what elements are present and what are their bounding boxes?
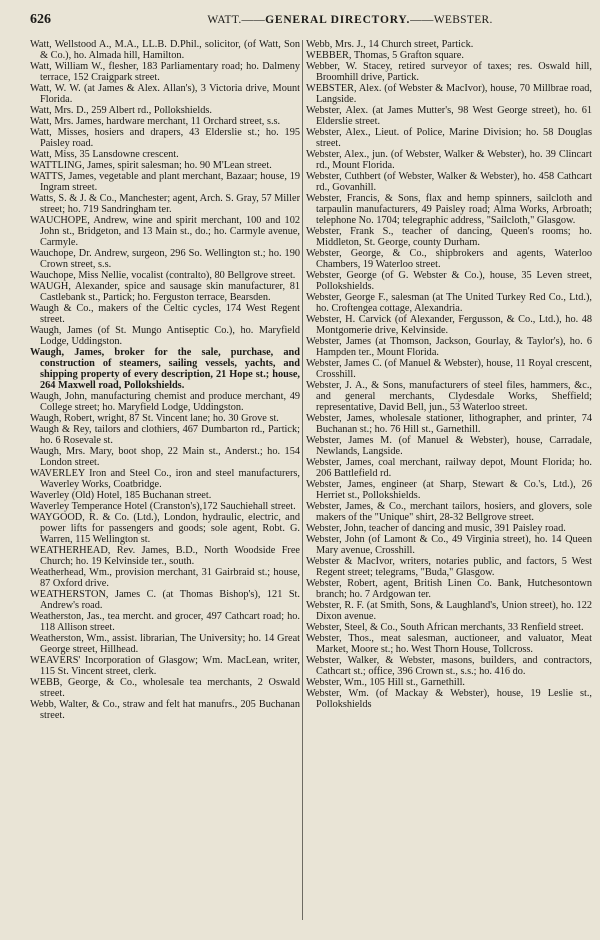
directory-entry: Wauchope, Dr. Andrew, surgeon, 296 So. Wellington st.; ho. 190 Crown street, s.s. [30,248,300,270]
left-column [30,39,300,924]
directory-entry: Waugh, James, broker for the sale, purchase, and construction of steamers, sailing vessels, yachts, and shipping property of every description, 21 Hope st.; house, 264 Maxwell road, Pollokshields. [30,347,300,391]
directory-entry: WEBSTER, Alex. (of Webster & MacIvor), house, 70 Millbrae road, Langside. [306,83,592,105]
directory-entry: WAUCHOPE, Andrew, wine and spirit merchant, 100 and 102 John st., Bridgeton, and 13 Main st., do.; ho. Carmyle avenue, Carmyle. [30,215,300,248]
right-column [306,39,592,924]
directory-entry: Webster, J. A., & Sons, manufacturers of steel files, hammers, &c., and general merchants, Clydesdale Works, Sheffield; representative, David Bell, jun., 53 Waterloo street. [306,380,592,413]
column-divider [302,40,303,920]
directory-entry: Webster, Alex. (at James Mutter's, 98 West George street), ho. 61 Elderslie street. [306,105,592,127]
directory-entry: Waugh, James (of St. Mungo Antiseptic Co.), ho. Maryfield Lodge, Uddingston. [30,325,300,347]
directory-entry: Webster, Francis, & Sons, flax and hemp spinners, sailcloth and tarpaulin manufacturers, 49 Paisley road; Alma Works, Arbroath; telephone No. 1704; telegraphic address, "Sailcloth," Glasgow. [306,193,592,226]
directory-entry: Watts, S. & J. & Co., Manchester; agent, Arch. S. Gray, 57 Miller street; ho. 719 Sandringham ter. [30,193,300,215]
directory-entry: Webster, George F., salesman (at The United Turkey Red Co., Ltd.), ho. Croftengea cottage, Alexandria. [306,292,592,314]
directory-entry: Webster, James, & Co., merchant tailors, hosiers, and glovers, sole makers of the "Unique" shirt, 28-32 Bellgrove street. [306,501,592,523]
directory-entry: Webster, Robert, agent, British Linen Co. Bank, Hutchesontown branch; ho. 7 Ardgowan ter. [306,578,592,600]
directory-entry: Webster, James, coal merchant, railway depot, Mount Florida; ho. 206 Battlefield rd. [306,457,592,479]
directory-entry: Waugh & Rey, tailors and clothiers, 467 Dumbarton rd., Partick; ho. 6 Rosevale st. [30,424,300,446]
directory-entry: Webster, James (at Thomson, Jackson, Gourlay, & Taylor's), ho. 6 Hampden ter., Mount Florida. [306,336,592,358]
directory-entry: Webster, Frank S., teacher of dancing, Queen's rooms; ho. Middleton, St. George, county Durham. [306,226,592,248]
directory-entry: WEATHERHEAD, Rev. James, B.D., North Woodside Free Church; ho. 19 Kelvinside ter., south. [30,545,300,567]
directory-entry: WATTS, James, vegetable and plant merchant, Bazaar; house, 19 Ingram street. [30,171,300,193]
directory-entry: WEBBER, Thomas, 5 Grafton square. [306,50,464,61]
directory-entry: Webster, John, teacher of dancing and music, 391 Paisley road. [306,523,566,534]
directory-entry: WEATHERSTON, James C. (at Thomas Bishop's), 121 St. Andrew's road. [30,589,300,611]
directory-entry: Weatherston, Jas., tea mercht. and grocer, 497 Cathcart road; ho. 118 Allison street. [30,611,300,633]
directory-entry: Webster, Wm., 105 Hill st., Garnethill. [306,677,466,688]
directory-entry: Waverley (Old) Hotel, 185 Buchanan street. [30,490,212,501]
directory-entry: Weatherhead, Wm., provision merchant, 31 Gairbraid st.; house, 87 Oxford drive. [30,567,300,589]
directory-entry: Watt, Mrs. D., 259 Albert rd., Pollokshields. [30,105,212,116]
directory-entry: Webster, H. Carvick (of Alexander, Fergusson, & Co., Ltd.), ho. 48 Montgomerie drive, Kelvinside. [306,314,592,336]
directory-entry: Webster, Steel, & Co., South African merchants, 33 Renfield street. [306,622,584,633]
directory-entry: WATTLING, James, spirit salesman; ho. 90 M'Lean street. [30,160,272,171]
directory-entry: Watt, William W., flesher, 183 Parliamentary road; ho. Dalmeny terrace, 152 Craigpark street. [30,61,300,83]
directory-entry: Webster, George (of G. Webster & Co.), house, 35 Leven street, Pollokshields. [306,270,592,292]
directory-entry: WAUGH, Alexander, spice and sausage skin manufacturer, 81 Castlebank st., Partick; ho. Ferguston terrace, Bearsden. [30,281,300,303]
directory-entry: Webster & MacIvor, writers, notaries public, and factors, 5 West Regent street; telegrams, "Buda," Glasgow. [306,556,592,578]
directory-entry: WAYGOOD, R. & Co. (Ltd.), London, hydraulic, electric, and power lifts for passengers and goods; sole agent, Robt. G. Warren, 115 Wellington st. [30,512,300,545]
directory-entry: WEAVERS' Incorporation of Glasgow; Wm. MacLean, writer, 115 St. Vincent street, clerk. [30,655,300,677]
running-title: WATT.——GENERAL DIRECTORY.——WEBSTER. [207,14,493,26]
directory-entry: Waugh, Robert, wright, 87 St. Vincent lane; ho. 30 Grove st. [30,413,279,424]
directory-entry: Webster, Cuthbert (of Webster, Walker & Webster), ho. 458 Cathcart rd., Govanhill. [306,171,592,193]
running-title-middle: GENERAL DIRECTORY. [265,14,411,26]
directory-entry: Watt, Misses, hosiers and drapers, 43 Elderslie st.; ho. 195 Paisley road. [30,127,300,149]
directory-entry: Webster, Thos., meat salesman, auctioneer, and valuator, Meat Market, Moore st.; ho. West Thorn House, Tollcross. [306,633,592,655]
directory-entry: Webster, George, & Co., shipbrokers and agents, Waterloo Chambers, 19 Waterloo street. [306,248,592,270]
directory-entry: Watt, Wellstood A., M.A., LL.B. D.Phil., solicitor, (of Watt, Son & Co.), ho. Almada hill, Hamilton. [30,39,300,61]
directory-entry: Waugh, Mrs. Mary, boot shop, 22 Main st., Anderst.; ho. 154 London street. [30,446,300,468]
page-number: 626 [30,12,51,27]
directory-entry: Webster, James M. (of Manuel & Webster), house, Carradale, Newlands, Langside. [306,435,592,457]
directory-entry: Webster, Alex., Lieut. of Police, Marine Division; ho. 58 Douglas street. [306,127,592,149]
directory-entry: Webster, R. F. (at Smith, Sons, & Laughland's, Union street), ho. 122 Dixon avenue. [306,600,592,622]
directory-entry: Webster, Alex., jun. (of Webster, Walker & Webster), ho. 39 Clincart rd., Mount Florida. [306,149,592,171]
running-title-left: WATT. [207,14,242,26]
directory-entry: Watt, Mrs. James, hardware merchant, 11 Orchard street, s.s. [30,116,281,127]
directory-entry: Webster, Wm. (of Mackay & Webster), house, 19 Leslie st., Pollokshields [306,688,592,710]
directory-entry: Webster, James, wholesale stationer, lithographer, and printer, 74 Buchanan st.; ho. 76 Hill st., Garnethill. [306,413,592,435]
directory-entry: Wauchope, Miss Nellie, vocalist (contralto), 80 Bellgrove street. [30,270,296,281]
directory-entry: Webster, James, engineer (at Sharp, Stewart & Co.'s, Ltd.), 26 Herriet st., Pollokshields. [306,479,592,501]
directory-entry: Watt, Miss, 35 Lansdowne crescent. [30,149,179,160]
directory-entry: Webster, James C. (of Manuel & Webster), house, 11 Royal crescent, Crosshill. [306,358,592,380]
directory-entry: Webber, W. Stacey, retired surveyor of taxes; res. Oswald hill, Broomhill drive, Partick. [306,61,592,83]
directory-entry: Waverley Temperance Hotel (Cranston's),172 Sauchiehall street. [30,501,296,512]
directory-entry: Waugh, John, manufacturing chemist and produce merchant, 49 College street; ho. Maryfield Lodge, Uddingston. [30,391,300,413]
directory-entry: Waugh & Co., makers of the Celtic cycles, 174 West Regent street. [30,303,300,325]
directory-entry: WAVERLEY Iron and Steel Co., iron and steel manufacturers, Waverley Works, Coatbridge. [30,468,300,490]
directory-entry: WEBB, George, & Co., wholesale tea merchants, 2 Oswald street. [30,677,300,699]
directory-entry: Webb, Walter, & Co., straw and felt hat manufrs., 205 Buchanan street. [30,699,300,721]
directory-entry: Webster, Walker, & Webster, masons, builders, and contractors, Cathcart st.; office, 396 Crown st., s.s.; ho. 416 do. [306,655,592,677]
page-header [0,12,600,32]
directory-entry: Webb, Mrs. J., 14 Church street, Partick. [306,39,474,50]
running-title-right: WEBSTER. [433,14,493,26]
directory-entry: Webster, John (of Lamont & Co., 49 Virginia street), ho. 14 Queen Mary avenue, Crosshill. [306,534,592,556]
directory-entry: Weatherston, Wm., assist. librarian, The University; ho. 14 Great George street, Hillhead. [30,633,300,655]
directory-entry: Watt, W. W. (at James & Alex. Allan's), 3 Victoria drive, Mount Florida. [30,83,300,105]
